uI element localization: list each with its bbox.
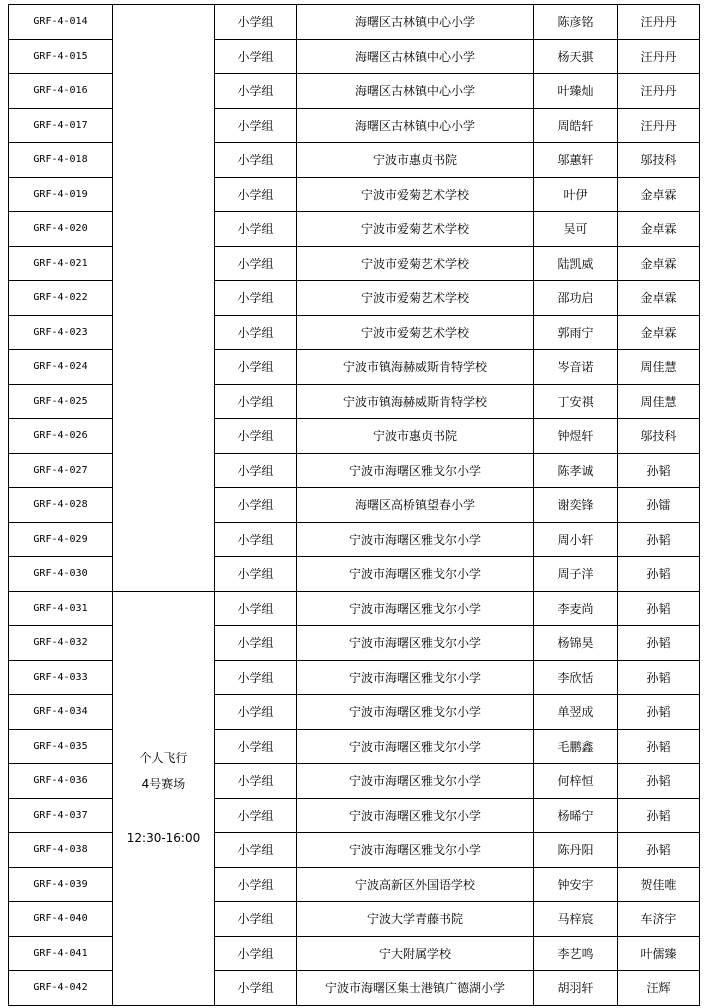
- entry-id-cell: GRF-4-029: [9, 522, 113, 557]
- table-row: [9, 591, 700, 626]
- student-name-cell: 岑音诺: [534, 350, 618, 385]
- coach-name-cell: 金卓霖: [618, 315, 700, 350]
- group-cell: 小学组: [215, 108, 297, 143]
- entry-id-cell: GRF-4-042: [9, 971, 113, 1006]
- student-name-cell: 陆凯威: [534, 246, 618, 281]
- session-cell-empty: [113, 5, 215, 592]
- table-row: [9, 488, 700, 523]
- group-cell: 小学组: [215, 591, 297, 626]
- entry-id-cell: GRF-4-041: [9, 936, 113, 971]
- group-cell: 小学组: [215, 833, 297, 868]
- school-cell: 宁波市爱菊艺术学校: [297, 315, 534, 350]
- entry-id-cell: GRF-4-037: [9, 798, 113, 833]
- group-cell: 小学组: [215, 488, 297, 523]
- coach-name-cell: 汪辉: [618, 971, 700, 1006]
- coach-name-cell: 汪丹丹: [618, 74, 700, 109]
- session-time-label: 12:30-16:00: [126, 831, 201, 845]
- group-cell: 小学组: [215, 39, 297, 74]
- student-name-cell: 叶臻灿: [534, 74, 618, 109]
- group-cell: 小学组: [215, 384, 297, 419]
- student-name-cell: 杨锦昊: [534, 626, 618, 661]
- student-name-cell: 周小轩: [534, 522, 618, 557]
- student-name-cell: 陈丹阳: [534, 833, 618, 868]
- entry-id-cell: GRF-4-035: [9, 729, 113, 764]
- coach-name-cell: 金卓霖: [618, 177, 700, 212]
- coach-name-cell: 邬技科: [618, 143, 700, 178]
- school-cell: 宁波市海曙区雅戈尔小学: [297, 764, 534, 799]
- group-cell: 小学组: [215, 522, 297, 557]
- coach-name-cell: 周佳慧: [618, 350, 700, 385]
- student-name-cell: 丁安祺: [534, 384, 618, 419]
- table-row: [9, 971, 700, 1006]
- student-name-cell: 李麦尚: [534, 591, 618, 626]
- school-cell: 宁波市海曙区雅戈尔小学: [297, 798, 534, 833]
- coach-name-cell: 孙韬: [618, 591, 700, 626]
- table-row: [9, 143, 700, 178]
- table-row: [9, 867, 700, 902]
- student-name-cell: 李艺鸣: [534, 936, 618, 971]
- school-cell: 宁波市海曙区雅戈尔小学: [297, 591, 534, 626]
- entry-id-cell: GRF-4-017: [9, 108, 113, 143]
- table-row: [9, 729, 700, 764]
- entry-id-cell: GRF-4-026: [9, 419, 113, 454]
- table-row: [9, 453, 700, 488]
- group-cell: 小学组: [215, 867, 297, 902]
- table-row: [9, 557, 700, 592]
- school-cell: 宁波市海曙区雅戈尔小学: [297, 833, 534, 868]
- coach-name-cell: 汪丹丹: [618, 39, 700, 74]
- student-name-cell: 毛鹏鑫: [534, 729, 618, 764]
- school-cell: 宁波市海曙区雅戈尔小学: [297, 453, 534, 488]
- entry-id-cell: GRF-4-019: [9, 177, 113, 212]
- group-cell: 小学组: [215, 660, 297, 695]
- table-row: [9, 350, 700, 385]
- entry-id-cell: GRF-4-036: [9, 764, 113, 799]
- entry-id-cell: GRF-4-022: [9, 281, 113, 316]
- entry-id-cell: GRF-4-033: [9, 660, 113, 695]
- entry-id-cell: GRF-4-038: [9, 833, 113, 868]
- group-cell: 小学组: [215, 453, 297, 488]
- entry-id-cell: GRF-4-021: [9, 246, 113, 281]
- student-name-cell: 谢奕锋: [534, 488, 618, 523]
- student-name-cell: 单翌成: [534, 695, 618, 730]
- school-cell: 海曙区古林镇中心小学: [297, 74, 534, 109]
- group-cell: 小学组: [215, 350, 297, 385]
- school-cell: 宁波市海曙区雅戈尔小学: [297, 729, 534, 764]
- student-name-cell: 杨晞宁: [534, 798, 618, 833]
- entry-id-cell: GRF-4-018: [9, 143, 113, 178]
- table-row: [9, 626, 700, 661]
- table-row: [9, 246, 700, 281]
- school-cell: 宁波市海曙区雅戈尔小学: [297, 557, 534, 592]
- school-cell: 海曙区古林镇中心小学: [297, 39, 534, 74]
- session-spacer: [113, 764, 214, 778]
- table-row: [9, 660, 700, 695]
- school-cell: 宁波市海曙区雅戈尔小学: [297, 522, 534, 557]
- coach-name-cell: 汪丹丹: [618, 108, 700, 143]
- table-row: [9, 74, 700, 109]
- school-cell: 宁波市镇海赫威斯肯特学校: [297, 350, 534, 385]
- table-row: [9, 936, 700, 971]
- session-event-label: 个人飞行: [139, 751, 188, 765]
- school-cell: 宁波市爱菊艺术学校: [297, 281, 534, 316]
- coach-name-cell: 车济宇: [618, 902, 700, 937]
- coach-name-cell: 周佳慧: [618, 384, 700, 419]
- table-row: [9, 695, 700, 730]
- entry-id-cell: GRF-4-016: [9, 74, 113, 109]
- student-name-cell: 叶伊: [534, 177, 618, 212]
- group-cell: 小学组: [215, 798, 297, 833]
- school-cell: 宁波市海曙区雅戈尔小学: [297, 695, 534, 730]
- coach-name-cell: 孙韬: [618, 626, 700, 661]
- schedule-table: [8, 4, 700, 1006]
- coach-name-cell: 孙镭: [618, 488, 700, 523]
- student-name-cell: 杨天骐: [534, 39, 618, 74]
- school-cell: 宁波高新区外国语学校: [297, 867, 534, 902]
- coach-name-cell: 孙韬: [618, 729, 700, 764]
- table-row: [9, 764, 700, 799]
- session-cell: [113, 591, 215, 1005]
- entry-id-cell: GRF-4-023: [9, 315, 113, 350]
- coach-name-cell: 孙韬: [618, 695, 700, 730]
- table-row: [9, 281, 700, 316]
- student-name-cell: 何梓恒: [534, 764, 618, 799]
- school-cell: 宁波市镇海赫威斯肯特学校: [297, 384, 534, 419]
- school-cell: 宁波市海曙区集士港镇广德湖小学: [297, 971, 534, 1006]
- group-cell: 小学组: [215, 971, 297, 1006]
- coach-name-cell: 孙韬: [618, 798, 700, 833]
- table-row: [9, 177, 700, 212]
- school-cell: 海曙区古林镇中心小学: [297, 108, 534, 143]
- coach-name-cell: 孙韬: [618, 522, 700, 557]
- group-cell: 小学组: [215, 5, 297, 40]
- entry-id-cell: GRF-4-030: [9, 557, 113, 592]
- school-cell: 宁波市惠贞书院: [297, 143, 534, 178]
- group-cell: 小学组: [215, 764, 297, 799]
- group-cell: 小学组: [215, 419, 297, 454]
- group-cell: 小学组: [215, 246, 297, 281]
- school-cell: 宁波市海曙区雅戈尔小学: [297, 626, 534, 661]
- student-name-cell: 吴可: [534, 212, 618, 247]
- coach-name-cell: 叶儒臻: [618, 936, 700, 971]
- entry-id-cell: GRF-4-020: [9, 212, 113, 247]
- school-cell: 海曙区古林镇中心小学: [297, 5, 534, 40]
- session-spacer: [113, 804, 214, 818]
- table-row: [9, 39, 700, 74]
- coach-name-cell: 孙韬: [618, 764, 700, 799]
- coach-name-cell: 孙韬: [618, 660, 700, 695]
- student-name-cell: 钟安宇: [534, 867, 618, 902]
- table-row: [9, 5, 700, 40]
- table-row: [9, 108, 700, 143]
- student-name-cell: 郭雨宁: [534, 315, 618, 350]
- student-name-cell: 周皓轩: [534, 108, 618, 143]
- coach-name-cell: 邬技科: [618, 419, 700, 454]
- coach-name-cell: 汪丹丹: [618, 5, 700, 40]
- student-name-cell: 胡羽轩: [534, 971, 618, 1006]
- group-cell: 小学组: [215, 143, 297, 178]
- group-cell: 小学组: [215, 177, 297, 212]
- table-row: [9, 522, 700, 557]
- coach-name-cell: 金卓霖: [618, 212, 700, 247]
- school-cell: 宁波市爱菊艺术学校: [297, 177, 534, 212]
- coach-name-cell: 金卓霖: [618, 246, 700, 281]
- entry-id-cell: GRF-4-027: [9, 453, 113, 488]
- entry-id-cell: GRF-4-040: [9, 902, 113, 937]
- entry-id-cell: GRF-4-028: [9, 488, 113, 523]
- school-cell: 宁波市爱菊艺术学校: [297, 246, 534, 281]
- student-name-cell: 陈孝诚: [534, 453, 618, 488]
- group-cell: 小学组: [215, 695, 297, 730]
- table-row: [9, 902, 700, 937]
- entry-id-cell: GRF-4-032: [9, 626, 113, 661]
- table-row: [9, 833, 700, 868]
- entry-id-cell: GRF-4-025: [9, 384, 113, 419]
- student-name-cell: 陈彦铭: [534, 5, 618, 40]
- school-cell: 宁波市惠贞书院: [297, 419, 534, 454]
- session-spacer: [113, 818, 214, 832]
- school-cell: 宁大附属学校: [297, 936, 534, 971]
- student-name-cell: 周子洋: [534, 557, 618, 592]
- coach-name-cell: 孙韬: [618, 833, 700, 868]
- group-cell: 小学组: [215, 626, 297, 661]
- schedule-table-body: [9, 5, 700, 1006]
- student-name-cell: 邬蕙轩: [534, 143, 618, 178]
- entry-id-cell: GRF-4-015: [9, 39, 113, 74]
- student-name-cell: 邵功启: [534, 281, 618, 316]
- school-cell: 宁波市爱菊艺术学校: [297, 212, 534, 247]
- group-cell: 小学组: [215, 902, 297, 937]
- coach-name-cell: 孙韬: [618, 557, 700, 592]
- entry-id-cell: GRF-4-024: [9, 350, 113, 385]
- table-row: [9, 419, 700, 454]
- coach-name-cell: 金卓霖: [618, 281, 700, 316]
- group-cell: 小学组: [215, 74, 297, 109]
- table-row: [9, 315, 700, 350]
- group-cell: 小学组: [215, 729, 297, 764]
- group-cell: 小学组: [215, 281, 297, 316]
- entry-id-cell: GRF-4-014: [9, 5, 113, 40]
- group-cell: 小学组: [215, 315, 297, 350]
- table-row: [9, 212, 700, 247]
- session-spacer: [113, 790, 214, 804]
- school-cell: 宁波市海曙区雅戈尔小学: [297, 660, 534, 695]
- entry-id-cell: GRF-4-034: [9, 695, 113, 730]
- school-cell: 海曙区高桥镇望春小学: [297, 488, 534, 523]
- session-venue-label: 4号赛场: [141, 777, 186, 791]
- group-cell: 小学组: [215, 557, 297, 592]
- coach-name-cell: 贺佳唯: [618, 867, 700, 902]
- table-row: [9, 384, 700, 419]
- student-name-cell: 李欣恬: [534, 660, 618, 695]
- group-cell: 小学组: [215, 936, 297, 971]
- student-name-cell: 马梓宸: [534, 902, 618, 937]
- student-name-cell: 钟煜轩: [534, 419, 618, 454]
- school-cell: 宁波大学青藤书院: [297, 902, 534, 937]
- entry-id-cell: GRF-4-031: [9, 591, 113, 626]
- entry-id-cell: GRF-4-039: [9, 867, 113, 902]
- table-row: [9, 798, 700, 833]
- coach-name-cell: 孙韬: [618, 453, 700, 488]
- group-cell: 小学组: [215, 212, 297, 247]
